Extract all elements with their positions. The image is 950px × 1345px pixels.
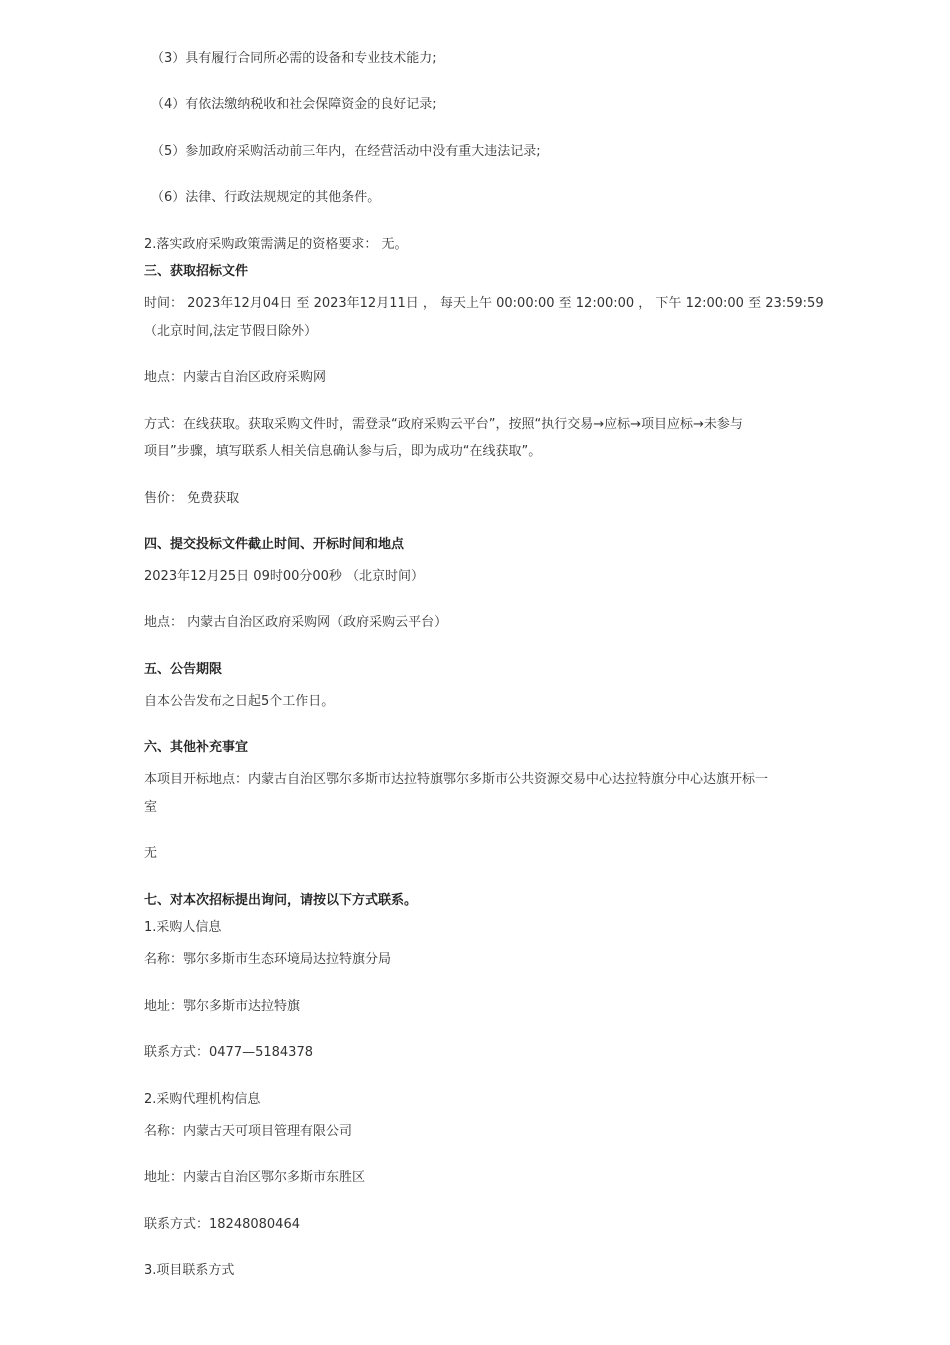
obtain-method-line-1: 方式：在线获取。获取采购文件时，需登录“政府采购云平台”，按照“执行交易→应标→项目应标→未参与	[144, 417, 743, 432]
agency-name: 名称：内蒙古天可项目管理有限公司	[144, 1124, 353, 1139]
section-heading-obtain-docs: 三、获取招标文件	[144, 264, 249, 279]
obtain-time-line-2: （北京时间,法定节假日除外）	[144, 324, 318, 339]
qualification-item-5: （5）参加政府采购活动前三年内，在经营活动中没有重大违法记录;	[151, 144, 541, 159]
obtain-method-line-2: 项目”步骤，填写联系人相关信息确认参与后，即为成功“在线获取”。	[144, 444, 542, 459]
agency-info-title: 2.采购代理机构信息	[144, 1092, 261, 1107]
other-matters-line-2: 室	[144, 800, 158, 815]
policy-requirement: 2.落实政府采购政策需满足的资格要求： 无。	[144, 237, 408, 252]
purchaser-address: 地址：鄂尔多斯市达拉特旗	[144, 999, 301, 1014]
qualification-item-4: （4）有依法缴纳税收和社会保障资金的良好记录;	[151, 97, 437, 112]
qualification-item-3: （3）具有履行合同所必需的设备和专业技术能力;	[151, 51, 437, 66]
obtain-location: 地点：内蒙古自治区政府采购网	[144, 370, 327, 385]
submission-deadline: 2023年12月25日 09时00分00秒 （北京时间）	[144, 569, 425, 584]
other-matters-line-1: 本项目开标地点：内蒙古自治区鄂尔多斯市达拉特旗鄂尔多斯市公共资源交易中心达拉特旗分中心达旗开标一	[144, 772, 769, 787]
section-heading-other-matters: 六、其他补充事宜	[144, 740, 249, 755]
obtain-price: 售价： 免费获取	[144, 491, 240, 506]
notice-period-text: 自本公告发布之日起5个工作日。	[144, 694, 335, 709]
submission-location: 地点： 内蒙古自治区政府采购网（政府采购云平台）	[144, 615, 448, 630]
agency-contact: 联系方式：18248080464	[144, 1217, 300, 1232]
section-heading-notice-period: 五、公告期限	[144, 662, 223, 677]
qualification-item-6: （6）法律、行政法规规定的其他条件。	[151, 190, 381, 205]
project-contact-title: 3.项目联系方式	[144, 1263, 235, 1278]
purchaser-contact: 联系方式：0477—5184378	[144, 1045, 313, 1060]
other-matters-note: 无	[144, 846, 158, 861]
agency-address: 地址：内蒙古自治区鄂尔多斯市东胜区	[144, 1170, 366, 1185]
purchaser-name: 名称：鄂尔多斯市生态环境局达拉特旗分局	[144, 952, 392, 967]
section-heading-submission: 四、提交投标文件截止时间、开标时间和地点	[144, 537, 405, 552]
purchaser-info-title: 1.采购人信息	[144, 920, 222, 935]
section-heading-contact: 七、对本次招标提出询问，请按以下方式联系。	[144, 893, 418, 908]
obtain-time-line-1: 时间： 2023年12月04日 至 2023年12月11日 ， 每天上午 00:00:00 至 12:00:00 ， 下午 12:00:00 至 23:59:59	[144, 296, 824, 311]
